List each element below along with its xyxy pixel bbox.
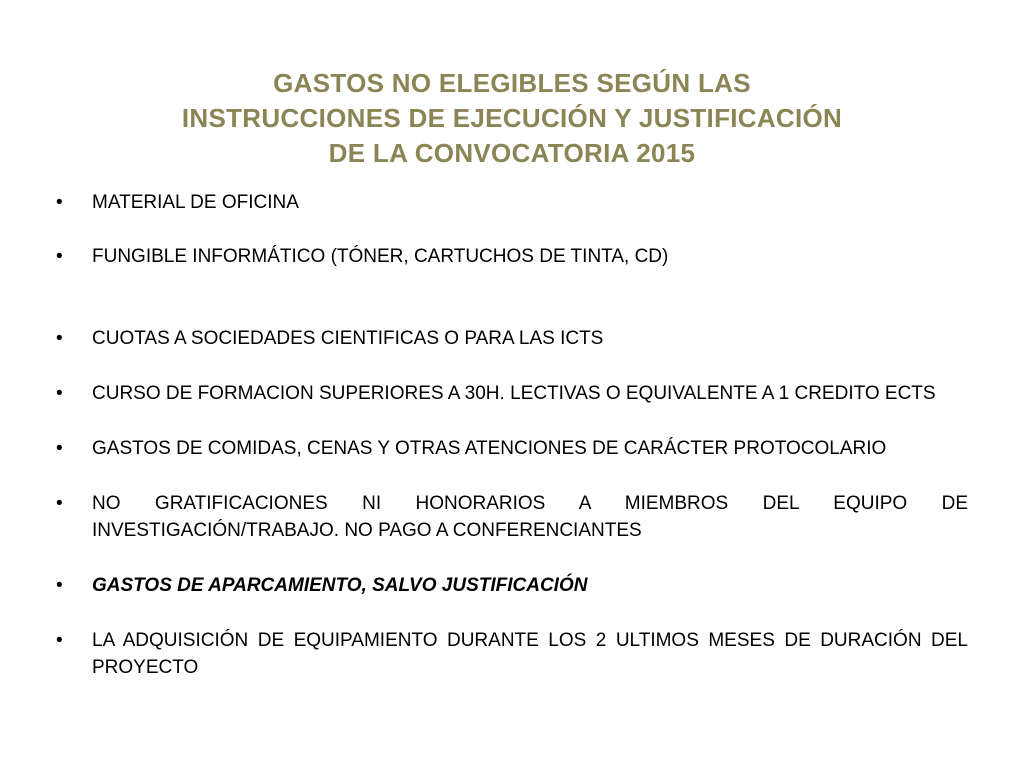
bullet-text: FUNGIBLE INFORMÁTICO (TÓNER, CARTUCHOS DE TINTA, CD) (92, 246, 669, 267)
bullet-text: GASTOS DE COMIDAS, CENAS Y OTRAS ATENCIONES DE CARÁCTER PROTOCOLARIO (92, 438, 887, 459)
bullet-item-cuotas-sociedades (56, 325, 968, 352)
bullet-list (56, 189, 968, 681)
title-line-2: INSTRUCCIONES DE EJECUCIÓN Y JUSTIFICACIÓN (181, 103, 843, 133)
bullet-item-gratificaciones (56, 490, 968, 544)
bullet-text: MATERIAL DE OFICINA (92, 192, 299, 213)
bullet-dot-icon: • (56, 630, 63, 651)
bullet-text: CUOTAS A SOCIEDADES CIENTIFICAS O PARA LAS ICTS (92, 328, 604, 349)
bullet-dot-icon: • (56, 575, 63, 596)
bullet-text: GASTOS DE APARCAMIENTO, SALVO JUSTIFICACIÓN (92, 575, 588, 596)
bullet-dot-icon: • (56, 383, 63, 404)
bullet-text: NO GRATIFICACIONES NI HONORARIOS A MIEMBROS DEL EQUIPO DE INVESTIGACIÓN/TRABAJO. NO PAGO A CONFERENCIANTES (92, 493, 968, 541)
bullet-item-adquisicion-equipamiento (56, 627, 968, 681)
bullet-dot-icon: • (56, 438, 63, 459)
bullet-item-fungible-informatico (56, 243, 968, 270)
bullet-text: CURSO DE FORMACION SUPERIORES A 30H. LECTIVAS O EQUIVALENTE A 1 CREDITO ECTS (92, 383, 936, 404)
bullet-item-curso-formacion (56, 380, 968, 407)
bullet-dot-icon: • (56, 493, 63, 514)
bullet-text: LA ADQUISICIÓN DE EQUIPAMIENTO DURANTE LOS 2 ULTIMOS MESES DE DURACIÓN DEL PROYECTO (92, 630, 968, 678)
slide-title (40, 66, 984, 171)
bullet-dot-icon: • (56, 328, 63, 349)
title-line-1: GASTOS NO ELEGIBLES SEGÚN LAS (273, 68, 751, 98)
bullet-dot-icon: • (56, 192, 63, 213)
bullet-item-material-oficina (56, 189, 968, 216)
bullet-item-gastos-comidas (56, 435, 968, 462)
title-line-3: DE LA CONVOCATORIA 2015 (328, 138, 696, 168)
bullet-dot-icon: • (56, 246, 63, 267)
bullet-item-aparcamiento (56, 572, 968, 599)
